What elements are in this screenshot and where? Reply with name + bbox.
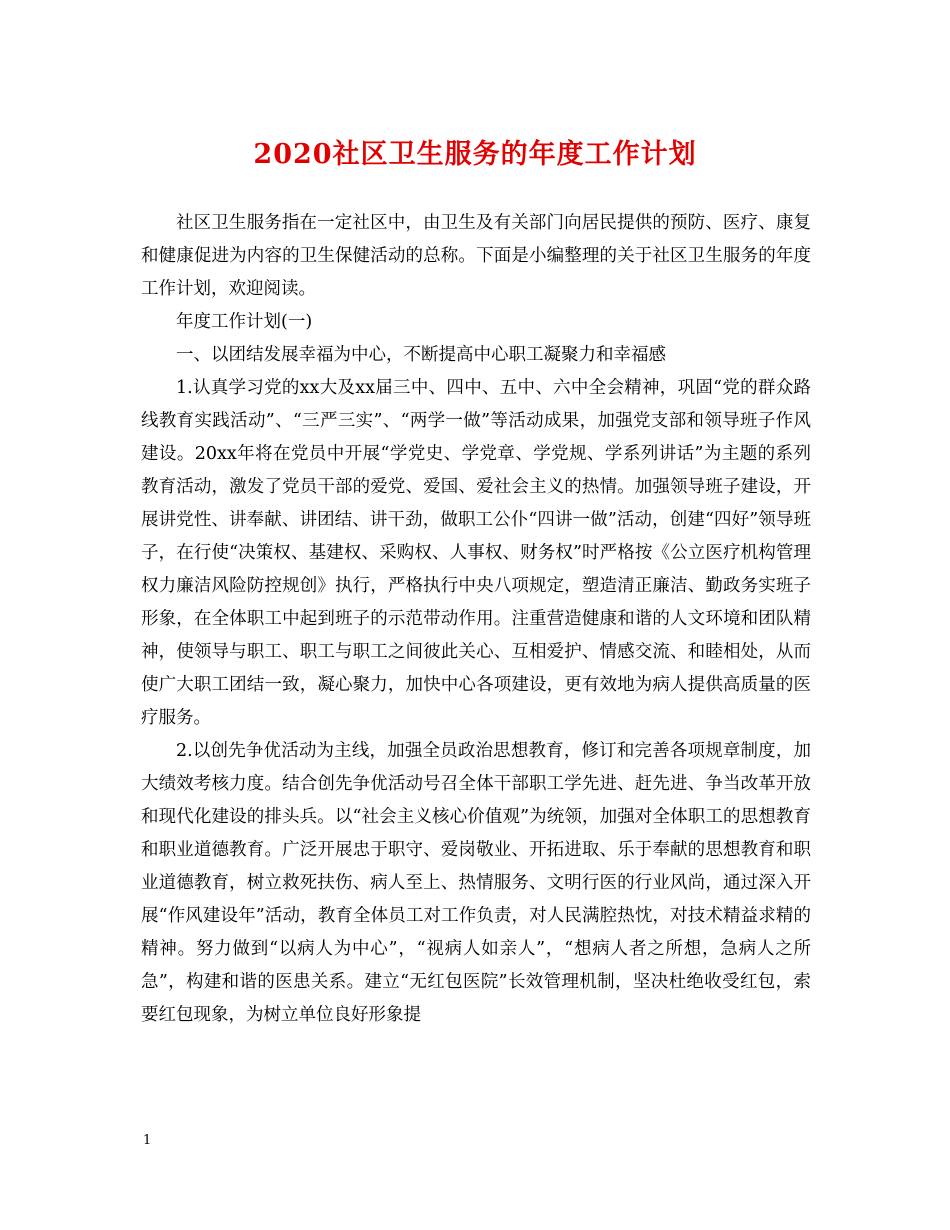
section-heading-plan-one: 年度工作计划(一) [176,312,313,332]
page-number: 1 [143,1133,152,1148]
intro-paragraph: 社区卫生服务指在一定社区中，由卫生及有关部门向居民提供的预防、医疗、康复和健康促进为内容的卫生保健活动的总称。下面是小编整理的关于社区卫生服务的年度工作计划，欢迎阅读。 [141,213,811,299]
section-heading-one: 一、以团结发展幸福为中心，不断提高中心职工凝聚力和幸福感 [176,345,666,365]
item-paragraph-1: 1.认真学习党的xx大及xx届三中、四中、五中、六中全会精神，巩固“党的群众路线教育实践活动”、“三严三实”、“两学一做”等活动成果，加强党支部和领导班子作风建设。20xx年将在党员中开展“学党史、学党章、学党规、学系列讲话”为主题的系列教育活动，激发了党员干部的爱党、爱国、爱社会主义的热情。加强领导班子建设，开展讲党性、讲奉献、讲团结、讲干劲，做职工公仆“四讲一做”活动，创建“四好”领导班子，在行使“决策权、基建权、采购权、人事权、财务权”时严格按《公立医疗机构管理权力廉洁风险防控规创》执行，严格执行中央八项规定，塑造清正廉洁、勤政务实班子形象，在全体职工中起到班子的示范带动作用。注重营造健康和谐的人文环境和团队精神，使领导与职工、职工与职工之间彼此关心、互相爱护、情感交流、和睦相处，从而使广大职工团结一致，凝心聚力，加快中心各项建设，更有效地为病人提供高质量的医疗服务。 [141,378,811,728]
document-title: 2020社区卫生服务的年度工作计划 [253,139,697,170]
item-paragraph-2: 2.以创先争优活动为主线，加强全员政治思想教育，修订和完善各项规章制度，加大绩效考核力度。结合创先争优活动号召全体干部职工学先进、赶先进、争当改革开放和现代化建设的排头兵。以“社会主义核心价值观”为统领，加强对全体职工的思想教育和职业道德教育。广泛开展忠于职守、爱岗敬业、开拓进取、乐于奉献的思想教育和职业道德教育，树立救死扶伤、病人至上、热情服务、文明行医的行业风尚，通过深入开展“作风建设年”活动，教育全体员工对工作负责，对人民满腔热忱，对技术精益求精的精神。努力做到“以病人为中心”，“视病人如亲人”，“想病人者之所想，急病人之所急”，构建和谐的医患关系。建立“无红包医院”长效管理机制，坚决杜绝收受红包，索要红包现象，为树立单位良好形象提 [141,741,811,1025]
document-body [141,207,811,1032]
